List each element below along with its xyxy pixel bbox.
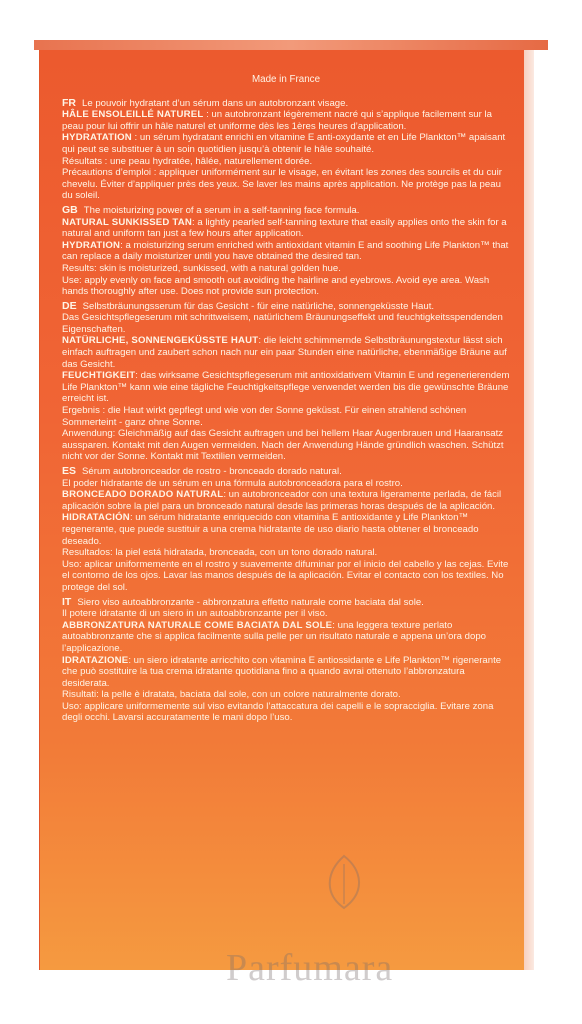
paragraph-text: Anwendung: Gleichmäßig auf das Gesicht auftragen und bei hellem Haar Augenbrauen und Haaransatz aussparen. Kontakt mit den Augen vermeiden. Nach der Anwendung Hände gründlich waschen. Schützt nicht vor der Sonne. Kontakt mit Textilien vermeiden. [62, 428, 504, 463]
box-side-edge [524, 50, 534, 970]
paragraph [62, 512, 510, 547]
section-heading: Selbstbräunungsserum für das Gesicht - für eine natürliche, sonnengeküsste Haut. [82, 300, 435, 312]
paragraph-text: Results: skin is moisturized, sunkissed, with a natural golden hue. [62, 262, 341, 274]
paragraph-heading: HYDRATATION [62, 132, 132, 144]
paragraph [62, 263, 510, 275]
label-text [62, 74, 510, 727]
paragraph-text: : a moisturizing serum enriched with antioxidant vitamin E and soothing Life Plankton™ that can replace a daily moisturizer until you have obtained the desired tan. [62, 239, 509, 263]
paragraph [62, 559, 510, 594]
language-code: IT [62, 595, 72, 608]
paragraph-heading: HYDRATION [62, 239, 121, 251]
paragraph [62, 217, 510, 240]
section-title [62, 466, 510, 478]
paragraph-text: Risultati: la pelle è idratata, baciata dal sole, con un colore naturalmente dorato. [62, 689, 401, 701]
paragraph-heading: IDRATAZIONE [62, 654, 129, 666]
box-top-edge [34, 40, 548, 50]
language-code: GB [62, 203, 78, 216]
paragraph-text: Resultados: la piel está hidratada, bronceada, con un tono dorado natural. [62, 547, 378, 559]
paragraph [62, 608, 510, 620]
language-code: DE [62, 299, 77, 312]
paragraph-text: : una leggera texture perlato autoabbronzante che si applica facilmente sulla pelle per un risultato naturale e appena un’ora dopo l’applicazione. [62, 619, 487, 654]
section-gb [62, 205, 510, 298]
paragraph-text: Use: apply evenly on face and smooth out avoiding the hairline and eyebrows. Avoid eye area. Wash hands thoroughly after use. Does not provide sun protection. [62, 274, 490, 298]
paragraph [62, 547, 510, 559]
section-title [62, 301, 510, 313]
leaf-watermark-icon [314, 852, 374, 912]
paragraph-heading: BRONCEADO DORADO NATURAL [62, 489, 224, 501]
paragraph [62, 405, 510, 428]
paragraph-text: : a lightly pearled self-tanning texture that easily applies onto the skin for a natural and uniform tan just a few hours after application. [62, 216, 507, 240]
paragraph-text: Uso: applicare uniformemente sul viso evitando l’attaccatura dei capelli e le sopracciglia. Evitare zona degli occhi. Lavarsi accuratamente le mani dopo l’uso. [62, 700, 494, 724]
paragraph-text: Ergebnis : die Haut wirkt gepflegt und wie von der Sonne geküsst. Für einen strahlend schönen Sommerteint - ganz ohne Sonne. [62, 405, 467, 428]
paragraph [62, 275, 510, 298]
section-fr [62, 98, 510, 202]
paragraph-text: : die leicht schimmernde Selbstbräunungstextur lässt sich einfach auftragen und zaubert schon nach nur ein paar Stunden eine natürliche, ebenmäßige Bräune auf das Gesicht. [62, 335, 507, 370]
made-in-label: Made in France [251, 74, 321, 85]
section-heading: Le pouvoir hydratant d’un sérum dans un autobronzant visage. [82, 97, 349, 109]
section-heading: The moisturizing power of a serum in a self-tanning face formula. [83, 204, 360, 216]
paragraph [62, 478, 510, 490]
paragraph [62, 655, 510, 690]
paragraph-text: Précautions d’emploi : appliquer uniformément sur le visage, en évitant les zones des sourcils et du cuir chevelu. Éviter d’appliquer près des yeux. Se laver les mains après application. Ne protège pas la peau du soleil. [62, 167, 502, 202]
paragraph [62, 312, 510, 335]
paragraph [62, 428, 510, 463]
paragraph-text: : un siero idratante arricchito con vitamina E antiossidante e Life Plankton™ rigenerante che può sostituire la tua crema idratante quotidiana fino a quando avrai ottenuto l’abbronzatura desiderata. [62, 654, 502, 689]
paragraph [62, 370, 510, 405]
paragraph-text: : un sérum hydratant enrichi en vitamine E anti-oxydante et en Life Plankton™ apaisant qui peut se substituer à un soin quotidien jusqu’à obtenir le hâle souhaité. [62, 132, 506, 155]
paragraph-text: : das wirksame Gesichtspflegeserum mit antioxidativem Vitamin E und regenerierendem Life Plankton™ kann wie eine tägliche Feuchtigkeitspflege verwendet werden bis die gewünschte Bräune erreicht ist. [62, 370, 510, 405]
paragraph-text: El poder hidratante de un sérum en una fórmula autobronceadora para el rostro. [62, 477, 403, 489]
paragraph-text: Das Gesichtspflegeserum mit schrittweisem, natürlichem Bräunungseffekt und feuchtigkeitsspendenden Eigenschaften. [62, 312, 503, 335]
section-de [62, 301, 510, 463]
paragraph [62, 109, 510, 132]
paragraph-heading: HÂLE ENSOLEILLÉ NATUREL [62, 109, 204, 121]
paragraph [62, 689, 510, 701]
paragraph [62, 156, 510, 168]
paragraph-heading: HIDRATACIÓN [62, 512, 130, 524]
section-title [62, 597, 510, 609]
section-heading: Siero viso autoabbronzante - abbronzatura effetto naturale come baciata dal sole. [77, 596, 424, 608]
language-code: FR [62, 96, 76, 109]
section-es [62, 466, 510, 594]
paragraph-text: : un autobronceador con una textura ligeramente perlada, de fácil aplicación sobre la piel para un bronceado natural desde las primeras horas después de la aplicación. [62, 489, 502, 512]
section-it [62, 597, 510, 725]
paragraph [62, 335, 510, 370]
paragraph-text: : un sérum hidratante enriquecido con vitamina E antioxidante y Life Plankton™ regenerante, que puede sustituir a una crema hidratante de uso diario hasta obtener el bronceado deseado. [62, 512, 479, 547]
language-code: ES [62, 465, 77, 477]
paragraph [62, 620, 510, 655]
paragraph-text: Résultats : une peau hydratée, hâlée, naturellement dorée. [62, 155, 313, 167]
paragraph [62, 132, 510, 155]
paragraph-text: Il potere idratante di un siero in un autoabbronzante per il viso. [62, 608, 328, 620]
paragraph [62, 167, 510, 202]
paragraph-heading: NATÜRLICHE, SONNENGEKÜSSTE HAUT [62, 335, 259, 347]
paragraph [62, 489, 510, 512]
paragraph-heading: FEUCHTIGKEIT [62, 370, 136, 382]
section-title [62, 98, 510, 110]
paragraph-text: Uso: aplicar uniformemente en el rostro y suavemente difuminar por el inicio del cabello y las cejas. Evite el contorno de los ojos. Lavar las manos después de la aplicación. Evitar el contacto con los textiles. No protege del sol. [62, 558, 509, 593]
section-heading: Sérum autobronceador de rostro - bronceado dorado natural. [82, 466, 342, 477]
paragraph-text: : un autobronzant légèrement nacré qui s’applique facilement sur la peau pour lui offrir un hâle naturel et uniforme dès les 1ères heures d’application. [62, 109, 492, 132]
watermark-text: Parfumara [226, 947, 394, 989]
paragraph-heading: ABBRONZATURA NATURALE COME BACIATA DAL SOLE [62, 619, 333, 631]
section-title [62, 205, 510, 217]
paragraph [62, 240, 510, 263]
paragraph [62, 701, 510, 724]
paragraph-heading: NATURAL SUNKISSED TAN [62, 216, 192, 228]
